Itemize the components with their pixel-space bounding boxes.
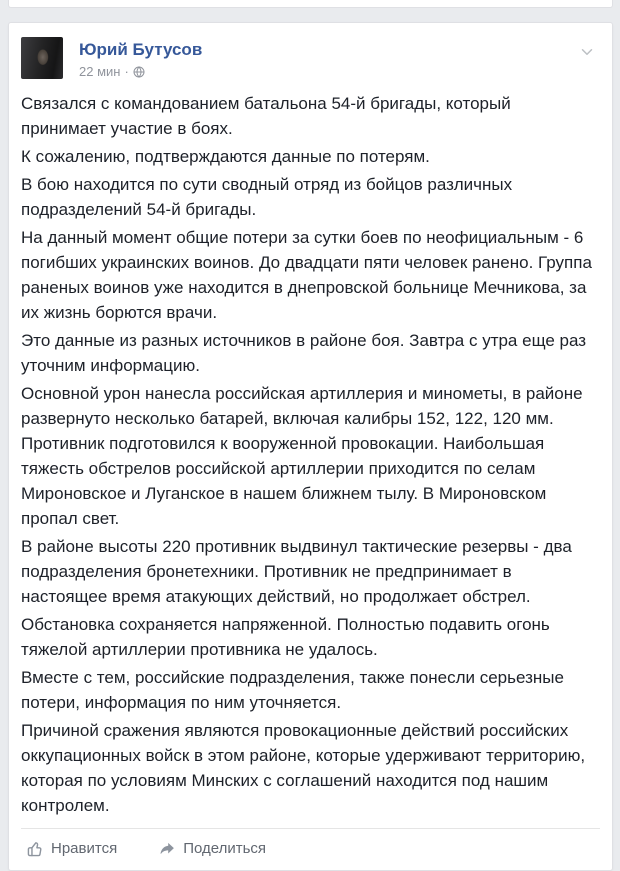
globe-icon bbox=[133, 66, 145, 78]
share-label: Поделиться bbox=[183, 840, 267, 857]
post-header bbox=[9, 23, 612, 79]
share-button[interactable] bbox=[153, 838, 272, 859]
post-paragraph: В бою находится по сути сводный отряд из бойцов различных подразделений 54-й бригады. bbox=[21, 175, 513, 219]
header-text bbox=[79, 37, 202, 79]
post-paragraph: Это данные из разных источников в районе боя. Завтра с утра еще раз уточним информацию. bbox=[21, 331, 587, 375]
post-actions bbox=[21, 828, 600, 870]
post-paragraph: Вместе с тем, российские подразделения, также понесли серьезные потери, информация по ним уточняется. bbox=[21, 668, 564, 712]
post-body bbox=[9, 79, 612, 828]
facebook-post-card bbox=[8, 22, 613, 871]
like-label: Нравится bbox=[51, 840, 118, 857]
post-paragraph: Обстановка сохраняется напряженной. Полностью подавить огонь тяжелой артиллерии противника не удалось. bbox=[21, 615, 550, 659]
chevron-down-icon[interactable] bbox=[578, 43, 596, 66]
post-paragraph: В районе высоты 220 противник выдвинул тактические резервы - два подразделения бронетехники. Противник не предпринимает в настоящее время атакующих действий, но продолжает обстрел. bbox=[21, 537, 572, 606]
avatar[interactable] bbox=[21, 37, 63, 79]
previous-post-bottom-edge bbox=[8, 0, 613, 8]
post-paragraph: К сожалению, подтверждаются данные по потерям. bbox=[21, 147, 430, 166]
like-button[interactable] bbox=[21, 838, 123, 859]
meta-separator: · bbox=[124, 64, 129, 79]
post-paragraph: Основной урон нанесла российская артиллерия и минометы, в районе развернуто несколько батарей, включая калибры 152, 122, 120 мм. Противник подготовился к вооруженной провокации. Наибольшая тяжесть обстрелов российской артиллерии приходится по селам Мироновское и Луганское в нашем ближнем тылу. В Мироновском пропал свет. bbox=[21, 384, 583, 528]
author-name-link[interactable]: Юрий Бутусов bbox=[79, 40, 203, 59]
share-arrow-icon bbox=[159, 840, 176, 857]
timestamp-link[interactable]: 22 мин bbox=[79, 64, 121, 79]
post-meta bbox=[79, 64, 202, 79]
thumbs-up-icon bbox=[27, 840, 44, 857]
post-paragraph: Причиной сражения являются провокационные действий российских оккупационных войск в этом районе, которые удерживают территорию, которая по условиям Минских с соглашений находится под нашим контролем. bbox=[21, 721, 586, 815]
post-paragraph: На данный момент общие потери за сутки боев по неофициальным - 6 погибших украинских воинов. До двадцати пяти человек ранено. Группа раненых воинов уже находится в днепровской больнице Мечникова, за их жизнь борются врачи. bbox=[21, 228, 592, 322]
post-paragraph: Связался с командованием батальона 54-й бригады, который принимает участие в боях. bbox=[21, 94, 511, 138]
